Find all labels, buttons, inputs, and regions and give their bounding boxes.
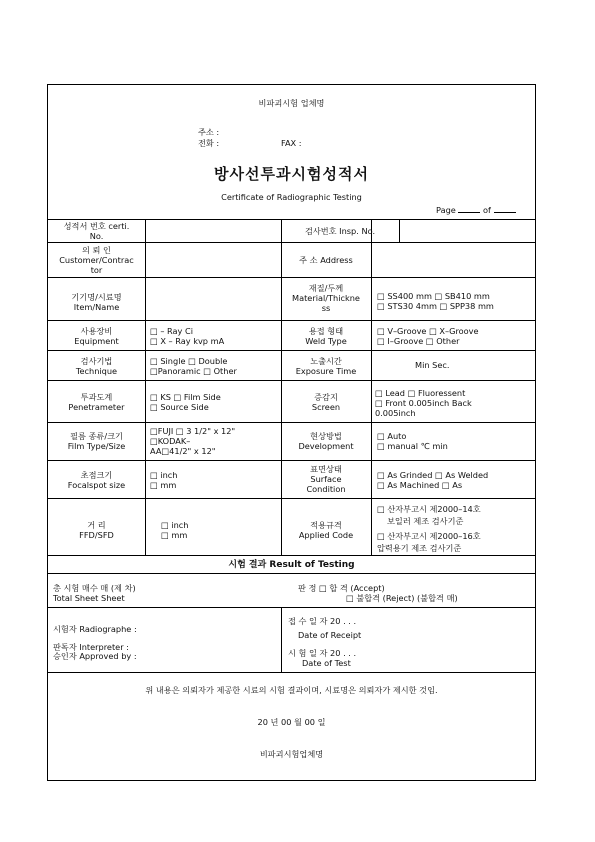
material-label: 재질/두께 Material/Thickne ss — [292, 283, 360, 313]
grid-line — [48, 277, 535, 278]
surface-options[interactable]: □ As Grinded □ As Welded □ As Machined □ As — [377, 470, 489, 490]
grid-line — [48, 672, 535, 673]
page-total-blank[interactable] — [494, 204, 516, 213]
grid-line — [371, 219, 372, 555]
item-label: 기기명/시료명 Item/Name — [71, 292, 122, 312]
grid-line — [281, 219, 282, 555]
cert-no-label: 성적서 번호 certi. No. — [63, 221, 130, 241]
phone-label: 전화 : — [198, 138, 220, 148]
page-of-label: of — [483, 205, 491, 215]
footer-note: 위 내용은 의뢰자가 제공한 시료의 시험 결과이며, 시료명은 의뢰자가 제시한 것임. — [145, 685, 438, 695]
page-indicator — [436, 204, 516, 215]
grid-line — [145, 219, 146, 555]
development-options[interactable]: □ Auto □ manual ℃ min — [377, 431, 448, 451]
insp-no-label: 검사번호 Insp. No. — [304, 226, 376, 236]
exposure-time-label: 노출시간 Exposure Time — [295, 356, 357, 376]
grid-line — [48, 460, 535, 461]
page-number-blank[interactable] — [458, 204, 480, 213]
focalspot-options[interactable]: □ inch □ mm — [150, 470, 178, 490]
focalspot-label: 초점크기 Focalspot size — [67, 470, 126, 490]
applied-code-options[interactable]: □ 산자부고시 제2000–14호 보일러 제조 검사기준 □ 산자부고시 제2000–16호 압력용기 제조 검사기준 — [377, 504, 481, 553]
grid-line — [48, 555, 535, 556]
development-label: 현상방법 Development — [298, 431, 354, 451]
weld-type-options[interactable]: □ V–Groove □ X–Groove □ I–Groove □ Other — [377, 326, 479, 346]
material-options[interactable]: □ SS400 mm □ SB410 mm □ STS30 4mm □ SPP38 mm — [377, 291, 494, 311]
document-subtitle: Certificate of Radiographic Testing — [221, 192, 362, 202]
grid-line — [48, 573, 535, 574]
grid-line — [281, 607, 282, 672]
grid-line — [48, 422, 535, 423]
customer-label: 의 뢰 인 Customer/Contrac tor — [59, 245, 134, 275]
fax-label: FAX : — [281, 138, 302, 148]
technique-options[interactable]: □ Single □ Double □Panoramic □ Other — [150, 356, 237, 376]
result-heading: 시험 결과 Result of Testing — [228, 560, 355, 570]
distance-options[interactable]: □ inch □ mm — [161, 520, 189, 540]
document-title: 방사선투과시험성적서 — [214, 165, 369, 183]
form-frame — [47, 84, 536, 781]
film-options[interactable]: □FUJI □ 3 1/2" x 12" □KODAK– AA□41/2" x 12" — [150, 426, 236, 456]
screen-options[interactable]: □ Lead □ Fluoressent □ Front 0.005inch Back 0.005inch — [375, 388, 472, 418]
date-of-receipt[interactable]: 접 수 일 자 20 . . . Date of Receipt — [288, 616, 362, 640]
address-label: 주소 : — [198, 127, 220, 137]
film-label: 필름 종류/크기 Film Type/Size — [67, 431, 126, 451]
grid-line — [48, 498, 535, 499]
equipment-options[interactable]: □ – Ray Ci □ X – Ray kvp mA — [150, 326, 225, 346]
grid-line — [48, 350, 535, 351]
interpreter-label[interactable]: 판독자 Interpreter : — [53, 642, 129, 652]
address-field-label: 주 소 Address — [299, 255, 353, 265]
equipment-label: 사용장비 Equipment — [74, 326, 119, 346]
footer-company: 비파괴시험업체명 — [259, 749, 324, 759]
weld-type-label: 용접 형태 Weld Type — [305, 326, 347, 346]
grid-line — [48, 242, 535, 243]
grid-line — [48, 607, 535, 608]
approver-label[interactable]: 승인자 Approved by : — [53, 651, 137, 661]
judgement[interactable]: 판 정 □ 합 격 (Accept) □ 불합격 (Reject) (불합격 매) — [298, 583, 458, 603]
surface-label: 표면상태 Surface Condition — [306, 464, 346, 494]
exposure-time-value[interactable]: Min Sec. — [415, 360, 450, 370]
screen-label: 증감지 Screen — [311, 392, 341, 412]
company-name: 비파괴시험 업체명 — [258, 98, 325, 108]
applied-code-label: 적용규격 Applied Code — [298, 520, 354, 540]
penetrameter-options[interactable]: □ KS □ Film Side □ Source Side — [150, 392, 221, 412]
issue-date[interactable]: 20 년 00 월 00 일 — [257, 717, 326, 727]
grid-line — [48, 380, 535, 381]
technique-label: 검사기법 Technique — [75, 356, 118, 376]
date-of-test[interactable]: 시 험 일 자 20 . . . Date of Test — [288, 648, 357, 668]
tester-label[interactable]: 시험자 Radiographe : — [53, 624, 137, 634]
grid-line — [48, 219, 535, 220]
grid-line — [48, 320, 535, 321]
grid-line — [399, 219, 400, 242]
distance-label: 거 리 FFD/SFD — [79, 520, 114, 540]
total-sheet[interactable]: 총 시험 매수 매 (제 차) Total Sheet Sheet — [53, 583, 136, 603]
penetrameter-label: 투과도계 Penetrameter — [68, 392, 125, 412]
page-label: Page — [436, 205, 456, 215]
